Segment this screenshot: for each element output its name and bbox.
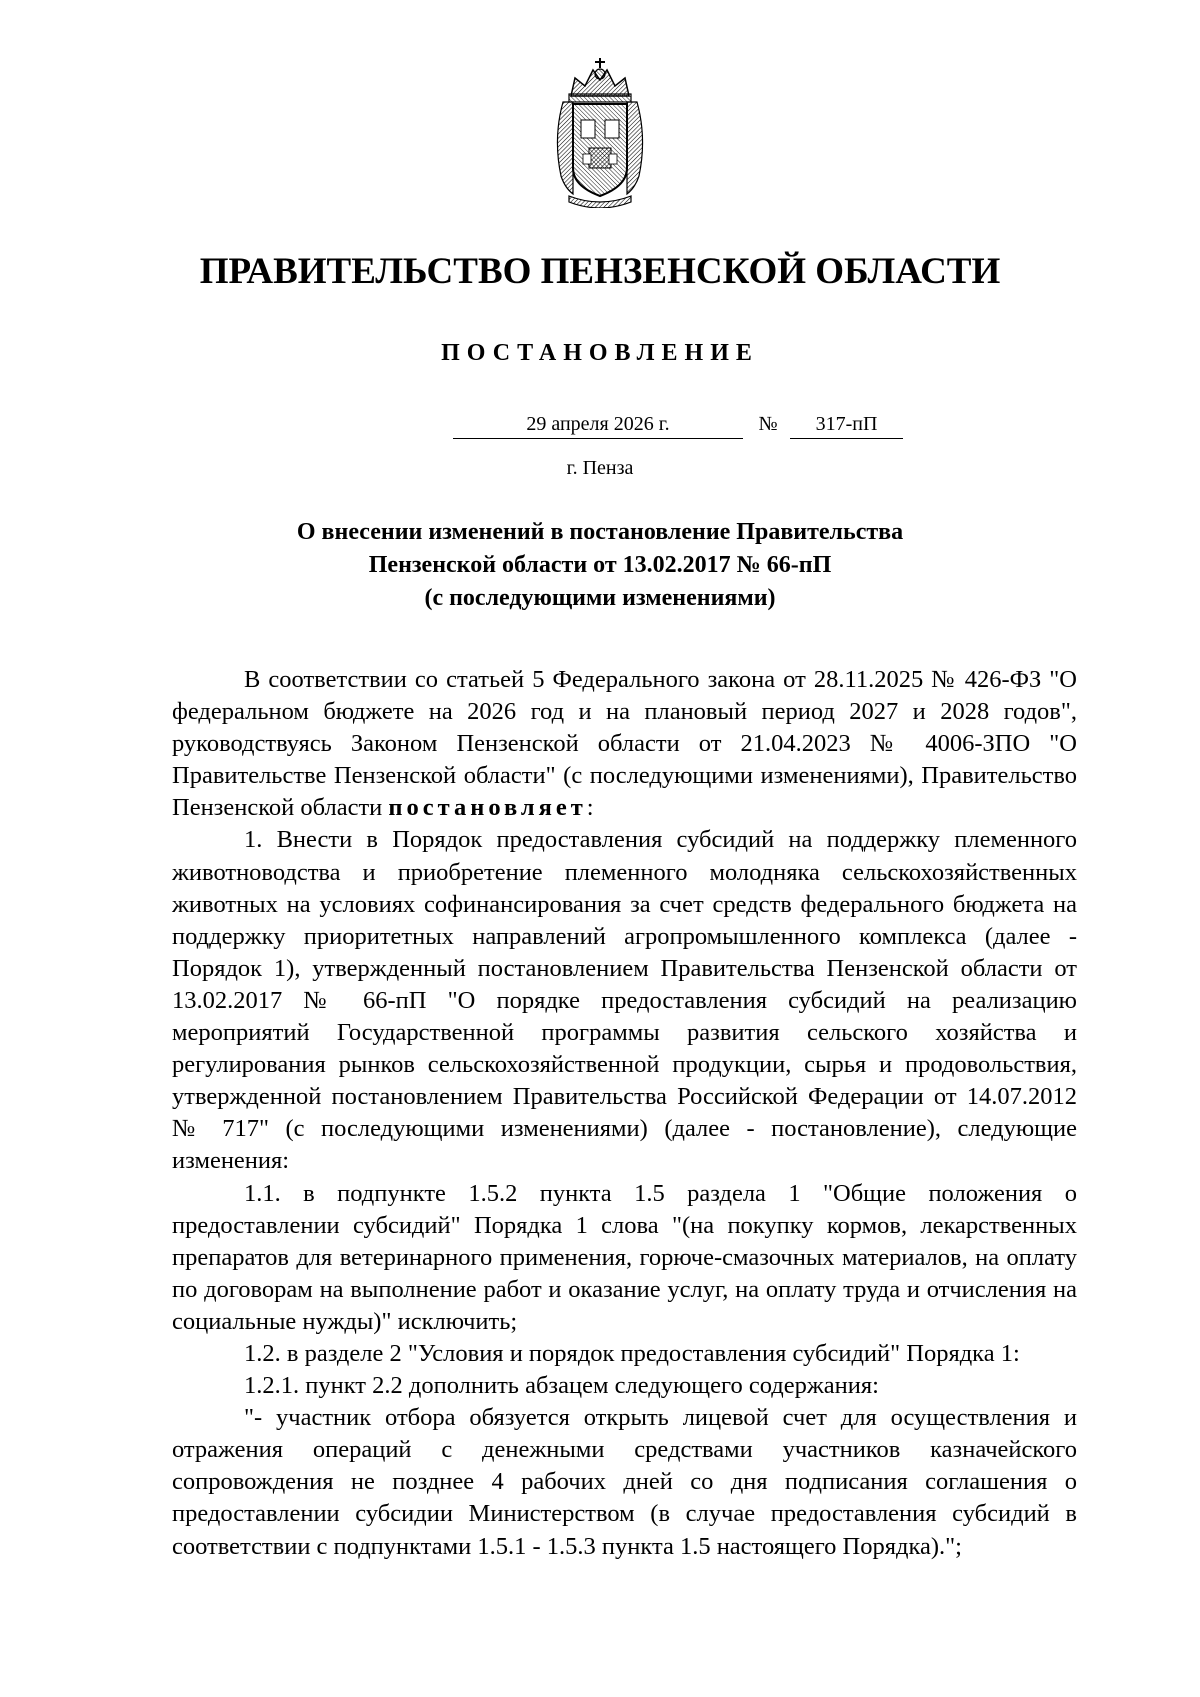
coat-of-arms-emblem (549, 58, 651, 208)
heading-line-2: Пензенской области от 13.02.2017 № 66-пП (368, 552, 832, 578)
paragraph-1-1: 1.1. в подпункте 1.5.2 пункта 1.5 раздела 1 "Общие положения о предоставлении субсидий" Порядка 1 слова "(на покупку кормов, лекарственных препаратов для ветеринарного применения, горюче-смазочных материалов, на оплату по договорам на выполнение работ и оказание услуг, на оплату труда и отчисления на социальные нужды)" исключить; (172, 1179, 1077, 1335)
preamble-text: В соответствии со статьей 5 Федерального закона от 28.11.2025 № 426-ФЗ "О федеральном бюджете на 2026 год и на плановый период 2027 и 2028 годов", руководствуясь Законом Пензенской области от 21.04.2023 № 4006-ЗПО "О Правительстве Пензенской области" (с последующими изменениями), Правительство Пензенской области (172, 666, 1077, 822)
date-number-row (453, 410, 903, 444)
decision-word: постановляет (388, 794, 587, 822)
document-type: ПОСТАНОВЛЕНИЕ (441, 340, 759, 366)
document-body (172, 664, 1077, 1563)
paragraph-1: 1. Внести в Порядок предоставления субсидий на поддержку племенного животноводства и приобретение племенного молодняка сельскохозяйственных животных на условиях софинансирования за счет средств федерального бюджета на поддержку приоритетных направлений агропромышленного комплекса (далее - Порядок 1), утвержденный постановлением Правительства Пензенской области от 13.02.2017 № 66-пП "О порядке предоставления субсидий на реализацию мероприятий Государственной программы развития сельского хозяйства и регулирования рынков сельскохозяйственной продукции, сырья и продовольствия, утвержденной постановлением Правительства Российской Федерации от 14.07.2012 № 717" (с последующими изменениями) (далее - постановление), следующие изменения: (172, 826, 1077, 1175)
city-name: г. Пенза (566, 457, 634, 479)
decision-colon: : (586, 794, 594, 822)
document-number: 317-пП (790, 410, 903, 439)
number-sign: № (758, 413, 778, 435)
document-heading (200, 516, 1000, 615)
heading-line-1: О внесении изменений в постановление Правительства (296, 519, 904, 545)
heading-line-3: (с последующими изменениями) (424, 585, 776, 611)
document-date: 29 апреля 2026 г. (453, 410, 743, 439)
organization-title: ПРАВИТЕЛЬСТВО ПЕНЗЕНСКОЙ ОБЛАСТИ (199, 251, 1001, 292)
preamble-paragraph (172, 664, 1077, 824)
paragraph-1-2: 1.2. в разделе 2 "Условия и порядок предоставления субсидий" Порядка 1: (244, 1339, 1020, 1367)
paragraph-1-2-1: 1.2.1. пункт 2.2 дополнить абзацем следующего содержания: (244, 1372, 879, 1400)
quoted-paragraph: "- участник отбора обязуется открыть лицевой счет для осуществления и отражения операций с денежными средствами участников казначейского сопровождения не позднее 4 рабочих дней со дня подписания соглашения о предоставлении субсидии Министерством (в случае предоставления субсидий в соответствии с подпунктами 1.5.1 - 1.5.3 пункта 1.5 настоящего Порядка)."; (172, 1404, 1077, 1560)
